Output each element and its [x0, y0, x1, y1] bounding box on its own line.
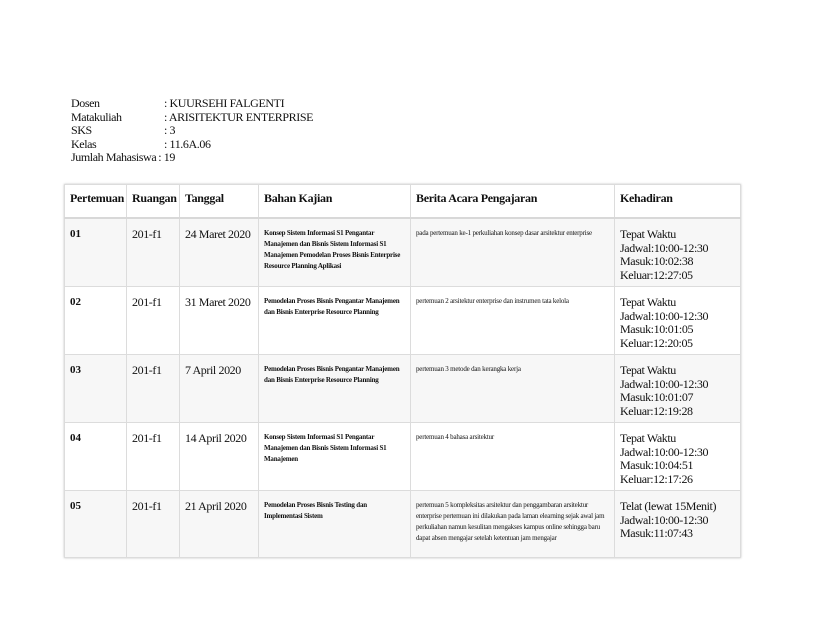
kehadiran-jadwal: Jadwal:10:00-12:30	[620, 376, 709, 391]
kehadiran-status: Tepat Waktu	[620, 295, 676, 309]
table-row	[65, 287, 741, 355]
info-row-matakuliah	[71, 111, 313, 125]
cell-berita-acara: pertemuan 3 metode dan kerangka kerja	[411, 355, 615, 423]
info-value: : 19	[158, 150, 175, 165]
table-row	[65, 218, 741, 287]
kehadiran-status: Tepat Waktu	[620, 227, 676, 241]
cell-bahan-kajian: Konsep Sistem Informasi S1 Pengantar Manajemen dan Bisnis Sistem Informasi S1 Manajemen	[259, 423, 411, 491]
cell-ruangan: 201-f1	[127, 423, 180, 491]
table-header-row	[65, 185, 741, 219]
table-row	[65, 491, 741, 558]
info-label: Jumlah Mahasiswa	[71, 150, 157, 165]
kehadiran-status: Telat (lewat 15Menit)	[620, 499, 717, 513]
cell-ruangan: 201-f1	[127, 355, 180, 423]
cell-bahan-kajian: Pemodelan Proses Bisnis Pengantar Manajemen dan Bisnis Enterprise Resource Planning	[259, 287, 411, 355]
cell-kehadiran	[615, 287, 741, 355]
info-value: : 11.6A.06	[164, 136, 211, 151]
cell-ruangan: 201-f1	[127, 491, 180, 558]
kehadiran-masuk: Masuk:10:02:38	[620, 254, 694, 268]
info-row-kelas	[71, 138, 313, 152]
table-row	[65, 355, 741, 423]
kehadiran-status: Tepat Waktu	[620, 431, 676, 445]
cell-tanggal: 21 April 2020	[180, 491, 259, 558]
cell-pertemuan: 03	[65, 355, 127, 423]
kehadiran-status: Tepat Waktu	[620, 363, 676, 377]
cell-kehadiran	[615, 491, 741, 558]
info-row-jumlah-mahasiswa	[71, 151, 313, 165]
cell-tanggal: 24 Maret 2020	[180, 218, 259, 287]
info-value: : ARISITEKTUR ENTERPRISE	[164, 109, 314, 124]
cell-berita-acara: pertemuan 5 kompleksitas arsitektur dan penggambaran arsitektur enterprise pertemuan ini dilakukan pada laman elearning sejak awal jam perkuliahan namun kesulitan mengakses kampus online sehingga baru dapat absen mengajar setelah ketentuan jam mengajar	[411, 491, 615, 558]
kehadiran-masuk: Masuk:10:01:05	[620, 322, 694, 336]
info-label: SKS	[71, 123, 92, 138]
kehadiran-keluar: Keluar:12:17:26	[620, 471, 693, 486]
header-tanggal: Tanggal	[180, 185, 259, 219]
cell-bahan-kajian: Pemodelan Proses Bisnis Pengantar Manajemen dan Bisnis Enterprise Resource Planning	[259, 355, 411, 423]
cell-ruangan: 201-f1	[127, 287, 180, 355]
kehadiran-keluar: Keluar:12:20:05	[620, 335, 693, 350]
header-bahan-kajian: Bahan Kajian	[259, 185, 411, 219]
info-row-dosen	[71, 97, 313, 111]
header-ruangan: Ruangan	[127, 185, 180, 219]
header-kehadiran: Kehadiran	[615, 185, 741, 219]
kehadiran-masuk: Masuk:10:01:07	[620, 390, 694, 404]
info-label: Kelas	[71, 136, 97, 151]
cell-pertemuan: 02	[65, 287, 127, 355]
cell-pertemuan: 05	[65, 491, 127, 558]
cell-berita-acara: pertemuan 2 arsitektur enterprise dan instrumen tata kelola	[411, 287, 615, 355]
cell-tanggal: 7 April 2020	[180, 355, 259, 423]
kehadiran-jadwal: Jadwal:10:00-12:30	[620, 444, 709, 459]
kehadiran-keluar: Keluar:12:27:05	[620, 267, 693, 282]
info-value: : 3	[164, 123, 176, 138]
attendance-table	[64, 184, 741, 558]
kehadiran-jadwal: Jadwal:10:00-12:30	[620, 240, 709, 255]
cell-tanggal: 14 April 2020	[180, 423, 259, 491]
info-value: : KUURSEHI FALGENTI	[164, 96, 285, 110]
kehadiran-keluar: Keluar:12:19:28	[620, 403, 693, 418]
kehadiran-masuk: Masuk:10:04:51	[620, 458, 694, 472]
kehadiran-masuk: Masuk:11:07:43	[620, 526, 693, 540]
header-berita-acara: Berita Acara Pengajaran	[411, 185, 615, 219]
course-info	[71, 97, 313, 165]
info-label: Dosen	[71, 96, 100, 110]
table-row	[65, 423, 741, 491]
cell-berita-acara: pada pertemuan ke-1 perkuliahan konsep dasar arsitektur enterprise	[411, 218, 615, 287]
info-label: Matakuliah	[71, 109, 122, 124]
cell-kehadiran	[615, 218, 741, 287]
cell-kehadiran	[615, 423, 741, 491]
kehadiran-jadwal: Jadwal:10:00-12:30	[620, 308, 709, 323]
cell-bahan-kajian: Pemodelan Proses Bisnis Testing dan Implementasi Sistem	[259, 491, 411, 558]
cell-pertemuan: 04	[65, 423, 127, 491]
info-row-sks	[71, 124, 313, 138]
cell-tanggal: 31 Maret 2020	[180, 287, 259, 355]
cell-kehadiran	[615, 355, 741, 423]
cell-berita-acara: pertemuan 4 bahasa arsitektur	[411, 423, 615, 491]
header-pertemuan: Pertemuan	[65, 185, 127, 219]
kehadiran-jadwal: Jadwal:10:00-12:30	[620, 512, 709, 527]
cell-pertemuan: 01	[65, 218, 127, 287]
cell-ruangan: 201-f1	[127, 218, 180, 287]
cell-bahan-kajian: Konsep Sistem Informasi S1 Pengantar Manajemen dan Bisnis Sistem Informasi S1 Manajemen Pemodelan Proses Bisnis Enterprise Resource Planning Aplikasi	[259, 218, 411, 287]
